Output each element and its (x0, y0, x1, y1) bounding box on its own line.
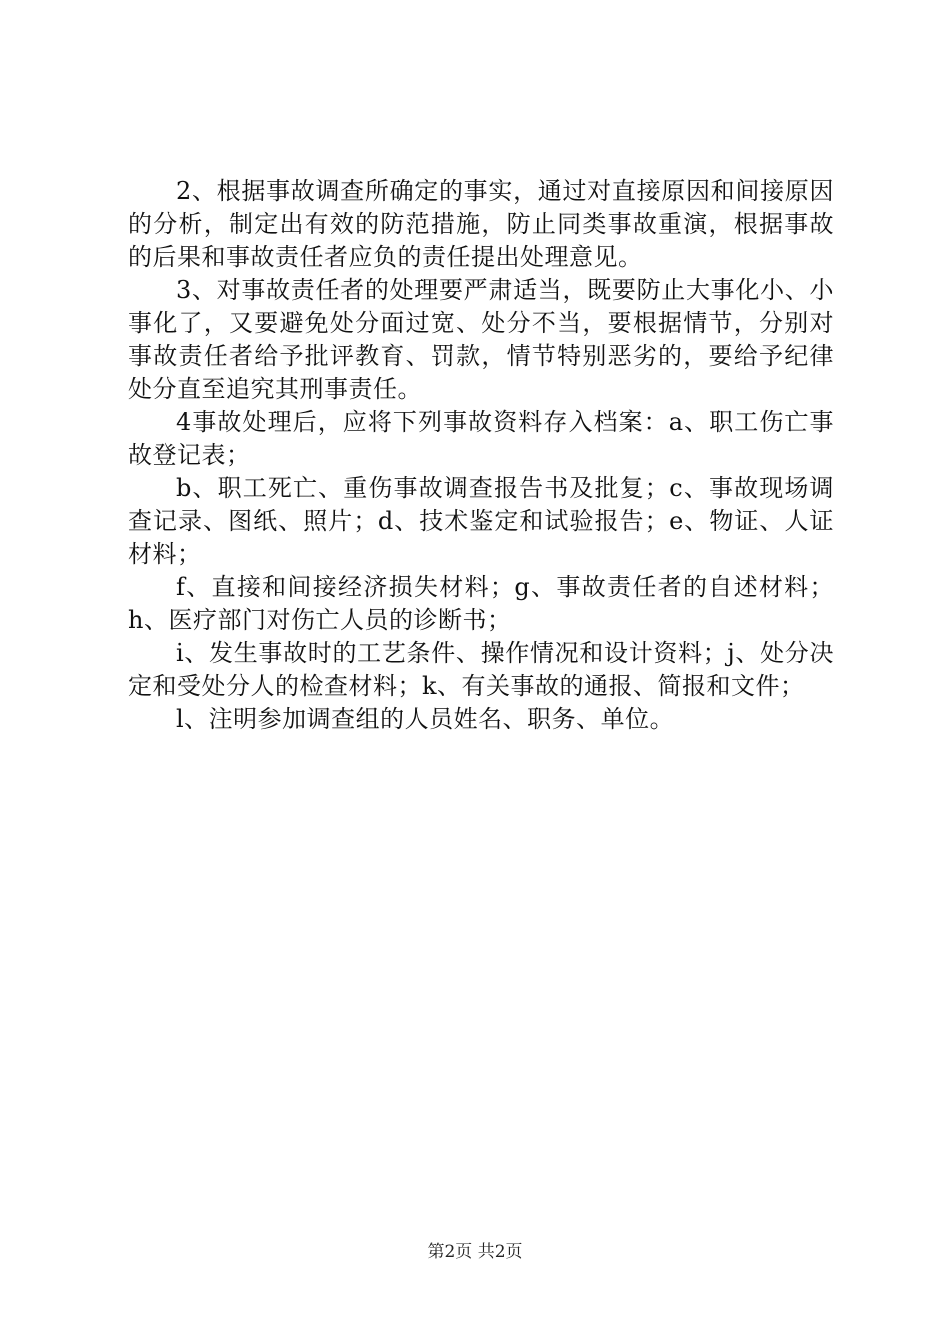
document-body (128, 175, 834, 736)
paragraph-b: b、职工死亡、重伤事故调查报告书及批复；c、事故现场调查记录、图纸、照片；d、技术鉴定和试验报告；e、物证、人证材料； (128, 474, 834, 568)
paragraph-4: 4事故处理后，应将下列事故资料存入档案：a、职工伤亡事故登记表； (128, 408, 834, 469)
paragraph-l: l、注明参加调查组的人员姓名、职务、单位。 (176, 705, 675, 733)
page-number-footer: 第2页 共2页 (427, 1242, 523, 1262)
paragraph-3: 3、对事故责任者的处理要严肃适当，既要防止大事化小、小事化了，又要避免处分面过宽、处分不当，要根据情节，分别对事故责任者给予批评教育、罚款，情节特别恶劣的，要给予纪律处分直至追究其刑事责任。 (128, 276, 834, 403)
paragraph-2: 2、根据事故调查所确定的事实，通过对直接原因和间接原因的分析，制定出有效的防范措施，防止同类事故重演，根据事故的后果和事故责任者应负的责任提出处理意见。 (128, 177, 834, 271)
paragraph-f: f、直接和间接经济损失材料；g、事故责任者的自述材料；h、医疗部门对伤亡人员的诊断书； (128, 573, 834, 634)
paragraph-i: i、发生事故时的工艺条件、操作情况和设计资料；j、处分决定和受处分人的检查材料；k、有关事故的通报、简报和文件； (128, 639, 834, 700)
